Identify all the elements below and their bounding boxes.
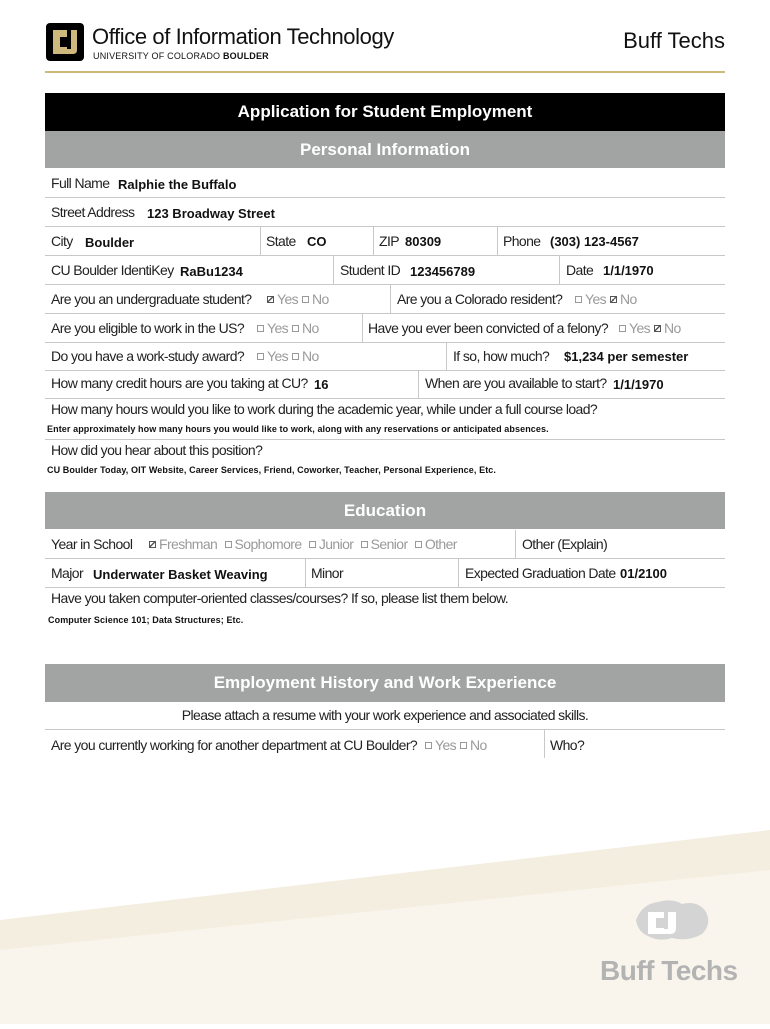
- full-name-field[interactable]: Ralphie the Buffalo: [118, 177, 237, 192]
- felony-no-checkbox[interactable]: [654, 325, 661, 332]
- undergrad-yes-checkbox[interactable]: [267, 296, 274, 303]
- credit-field[interactable]: 16: [314, 377, 329, 392]
- workstudy-options: Yes No: [253, 348, 319, 364]
- felony-yes-checkbox[interactable]: [619, 325, 626, 332]
- org-subtitle: UNIVERSITY OF COLORADO BOULDER: [93, 51, 269, 61]
- current-work-yes-checkbox[interactable]: [425, 742, 432, 749]
- form-title: Application for Student Employment: [45, 93, 725, 131]
- street-label: Street Address: [51, 204, 135, 220]
- eligible-question: Are you eligible to work in the US?: [51, 320, 244, 336]
- row-hear: [45, 440, 725, 480]
- resume-note: Please attach a resume with your work experience and associated skills.: [181, 707, 589, 723]
- eligible-options: Yes No: [253, 320, 319, 336]
- year-label: Year in School: [51, 536, 133, 552]
- who-field[interactable]: Who?: [550, 737, 585, 753]
- identikey-label: CU Boulder IdentiKey: [51, 262, 174, 278]
- row-undergrad: [45, 285, 725, 314]
- section-personal-heading: Personal Information: [45, 131, 725, 168]
- colorado-question: Are you a Colorado resident?: [397, 291, 563, 307]
- felony-options: Yes No: [615, 320, 681, 336]
- courses-question: Have you taken computer-oriented classes/courses? If so, please list them below.: [51, 590, 509, 606]
- current-work-options: Yes No: [421, 737, 487, 753]
- current-work-question: Are you currently working for another department at CU Boulder?: [51, 737, 418, 753]
- hear-answer[interactable]: CU Boulder Today, OIT Website, Career Services, Friend, Coworker, Teacher, Personal Experience, Etc.: [47, 465, 496, 475]
- org-title: Office of Information Technology: [92, 24, 394, 49]
- row-credit: [45, 371, 725, 399]
- credit-question: How many credit hours are you taking at CU?: [51, 375, 308, 391]
- section-education-heading: Education: [45, 492, 725, 529]
- zip-label: ZIP: [379, 233, 399, 249]
- other-explain-field[interactable]: Other (Explain): [522, 536, 608, 552]
- row-city: [45, 227, 725, 256]
- workstudy-question: Do you have a work-study award?: [51, 348, 245, 364]
- row-current-work: [45, 730, 725, 760]
- workstudy-yes-checkbox[interactable]: [257, 353, 264, 360]
- how-much-label: If so, how much?: [453, 348, 550, 364]
- row-courses: [45, 588, 725, 633]
- colorado-no-checkbox[interactable]: [610, 296, 617, 303]
- eligible-no-checkbox[interactable]: [292, 325, 299, 332]
- undergrad-options: Yes No: [263, 291, 329, 307]
- year-options: Freshman Sophomore Junior Senior Other: [145, 536, 457, 552]
- phone-field[interactable]: (303) 123-4567: [550, 234, 639, 249]
- courses-answer[interactable]: Computer Science 101; Data Structures; Etc.: [48, 615, 244, 625]
- full-name-label: Full Name: [51, 175, 110, 191]
- grad-field[interactable]: 01/2100: [620, 566, 667, 581]
- grad-label: Expected Graduation Date: [465, 565, 616, 581]
- row-resume-note: [45, 703, 725, 730]
- state-field[interactable]: CO: [307, 234, 327, 249]
- felony-question: Have you ever been convicted of a felony?: [368, 320, 609, 336]
- zip-field[interactable]: 80309: [405, 234, 442, 249]
- student-id-label: Student ID: [340, 262, 401, 278]
- hours-question: How many hours would you like to work during the academic year, while under a full course load?: [51, 401, 598, 417]
- start-question: When are you available to start?: [425, 375, 607, 391]
- section-employment-heading: Employment History and Work Experience: [45, 664, 725, 702]
- date-field[interactable]: 1/1/1970: [603, 263, 654, 278]
- row-year: [45, 530, 725, 559]
- city-label: City: [51, 233, 73, 249]
- cu-logo-icon: [45, 22, 85, 62]
- identikey-field[interactable]: RaBu1234: [180, 264, 243, 279]
- major-label: Major: [51, 565, 84, 581]
- row-full-name: [45, 169, 725, 198]
- start-field[interactable]: 1/1/1970: [613, 377, 664, 392]
- undergrad-question: Are you an undergraduate student?: [51, 291, 252, 307]
- hours-answer[interactable]: Enter approximately how many hours you would like to work, along with any reservations or anticipated absences.: [47, 424, 549, 434]
- eligible-yes-checkbox[interactable]: [257, 325, 264, 332]
- state-label: State: [266, 233, 296, 249]
- year-sophomore-checkbox[interactable]: [225, 541, 232, 548]
- minor-field[interactable]: Minor: [311, 565, 344, 581]
- undergrad-no-checkbox[interactable]: [302, 296, 309, 303]
- row-hours: [45, 399, 725, 440]
- current-work-no-checkbox[interactable]: [460, 742, 467, 749]
- year-freshman-checkbox[interactable]: [149, 541, 156, 548]
- student-id-field[interactable]: 123456789: [410, 264, 476, 279]
- city-field[interactable]: Boulder: [85, 235, 135, 250]
- year-other-checkbox[interactable]: [415, 541, 422, 548]
- hear-question: How did you hear about this position?: [51, 442, 263, 458]
- phone-label: Phone: [503, 233, 541, 249]
- colorado-options: Yes No: [571, 291, 637, 307]
- workstudy-no-checkbox[interactable]: [292, 353, 299, 360]
- row-eligible: [45, 314, 725, 343]
- row-major: [45, 559, 725, 588]
- cu-buffalo-logo-icon: [628, 890, 718, 950]
- colorado-yes-checkbox[interactable]: [575, 296, 582, 303]
- brand-label: Buff Techs: [623, 28, 725, 53]
- row-street: [45, 198, 725, 227]
- major-field[interactable]: Underwater Basket Weaving: [93, 567, 268, 582]
- row-workstudy: [45, 343, 725, 371]
- year-junior-checkbox[interactable]: [309, 541, 316, 548]
- footer-brand: Buff Techs: [600, 955, 738, 986]
- how-much-field[interactable]: $1,234 per semester: [564, 349, 689, 364]
- header-divider: [45, 71, 725, 73]
- street-field[interactable]: 123 Broadway Street: [147, 206, 275, 221]
- date-label: Date: [566, 262, 594, 278]
- row-identikey: [45, 256, 725, 285]
- year-senior-checkbox[interactable]: [361, 541, 368, 548]
